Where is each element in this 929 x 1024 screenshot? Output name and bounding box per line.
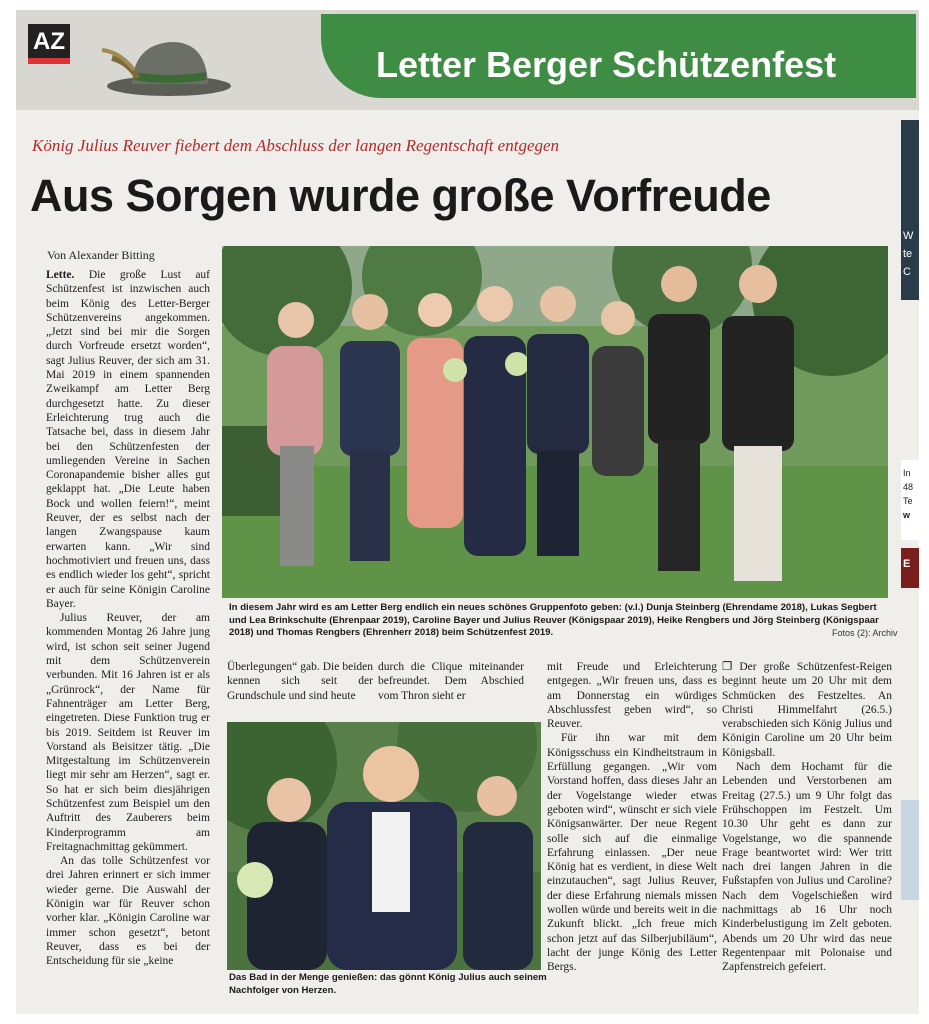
article-column-2 — [227, 660, 373, 703]
paragraph: mit Freude und Erleichterung entgegen. „Wir freuen uns, dass es am Donnerstag ein würdiges Abschlussfest geben wird“, so Reuver. — [547, 661, 717, 731]
photo-credit: Fotos (2): Archiv — [832, 628, 898, 638]
king-photo-caption: Das Bad in der Menge genießen: das gönnt König Julius auch seinem Nachfolger von Herzen. — [229, 972, 547, 996]
paragraph: Für ihn war mit dem Königsschuss ein Kindheitstraum in Erfüllung gegangen. „Wir vom Vorstand hoffen, dass dieses Jahr an der Vogelstange wieder etwas geboten wird“, wünscht er sich viele Königsanwärter. Der neue Regent solle sich auf die einmalige Erfahrung einlassen. „Der neue König hat es verdient, in diese Welt einzutauchen“, sagt Julius Reuver, der diese Erfahrung niemals missen wollen würde und bereits weit in die Zukunft blickt. „Ich freue mich schon jetzt auf das Silberjubiläum“, lacht der junge König des Letter Bergs. — [547, 732, 717, 974]
ad-fragment — [901, 460, 919, 540]
article-byline: Von Alexander Bitting — [47, 248, 155, 262]
ad-fragment-text: C — [903, 266, 911, 278]
paragraph: An das tolle Schützenfest vor drei Jahren erinnert er sich immer wieder gerne. Die Auswahl der Königin war für Reuver schon vorher klar. „Königin Caroline war immer schon gesetzt“, betont Reuver, dass es bei der Entscheidung für sie „keine — [46, 855, 210, 968]
article-column-1 — [46, 268, 210, 969]
ad-fragment-text: W — [903, 230, 914, 242]
paragraph: durch die Clique miteinander befreundet. Dem Abschied vom Thron sieht er — [378, 661, 524, 702]
paragraph: Überlegungen“ gab. Die beiden kennen sich seit der Grundschule und sind heute — [227, 661, 373, 702]
article-kicker: König Julius Reuver fiebert dem Abschluss der langen Regentschaft entgegen — [32, 136, 560, 155]
group-photo-caption: In diesem Jahr wird es am Letter Berg endlich ein neues schönes Gruppenfoto geben: (v.l.) Dunja Steinberg (Ehrendame 2018), Lukas Segbert und Lea Brinkschulte (Ehrenpaar 2019), Caroline Bayer und Julius Reuver (Königspaar 2019), Heike Rengbers und Jörg Steinberg (Königspaar 2018) und Thomas Rengbers (Ehrenherr 2018) beim Schützenfest 2019. — [229, 602, 879, 638]
paragraph: Nach dem Hochamt für die Lebenden und Verstorbenen am Freitag (27.5.) um 9 Uhr folgt das Frühschoppen im Festzelt. Um 10.30 Uhr geht es dann zur Vogelstange, wo die spannende Frage beantwortet wird: Wer tritt nach drei langen Jahren in die Fußstapfen von Julius und Caroline? Nach dem Vogelschießen wird nachmittags ab 16 Uhr noch Kinderbelustigung im Zelt geboten. Abends um 20 Uhr wird das neue Regentenpaar mit Polonaise und Zapfenstreich gefeiert. — [722, 761, 892, 974]
ad-fragment-text: E — [903, 558, 911, 570]
section-title: Letter Berger Schützenfest — [376, 44, 837, 85]
paragraph: Julius Reuver, der am kommenden Montag 26 Jahre jung wird, ist schon seit seiner Jugend mit dem Schützenverein verbunden. Mit 16 Jahren ist er als „Grünrock“, der Name für Fahnenträger am Letter Berg, eingetreten. Diese Funktion trug er bis 2019. Seitdem ist Reuver im Vorstand als Beisitzer tätig. „Die Mitgestaltung im Schützenverein liegt mir sehr am Herzen“, sagt er. So hat er sich beim diesjährigen Schützenfest zum Beispiel um den Auftritt des Zauberers beim Kinderprogramm am Freitagnachmittag gekümmert. — [46, 612, 210, 853]
hunting-hat-icon — [94, 22, 244, 102]
article-column-3 — [378, 660, 524, 703]
paragraph — [46, 268, 210, 611]
ad-fragment — [901, 800, 919, 900]
adjacent-ad-strip — [901, 110, 919, 1014]
king-photo-image — [227, 722, 541, 970]
group-photo-image — [222, 246, 888, 598]
ad-fragment-text: Te — [903, 496, 913, 506]
ad-fragment — [901, 548, 919, 588]
ad-fragment-text: te — [903, 248, 913, 260]
az-logo: AZ — [28, 24, 70, 64]
dateline: Lette. — [46, 269, 75, 281]
section-banner — [16, 10, 919, 110]
paragraph-text: Die große Lust auf Schützenfest ist inzwischen auch beim König des Letter-Berger Schützenvereins angekommen. „Jetzt sind bei mir die Sorgen durch Vorfreude ersetzt worden“, sagt Julius Reuver, der sich am 31. Mai 2019 in einem spannenden Zweikampf am Letter Berg durchgesetzt hatte. Zu dieser Erleichterung trug auch die Tatsache bei, dass in diesem Jahr bei den Schützenfesten der umliegenden Vereine in Sachen Coronapandemie bisher alles gut geklappt hat. „Die Leute haben Bock und wollen feiern!“, meint Reuver, der es selbst nach der langen Zwangspause kaum erwarten kann. „Wir sind hochmotiviert und freuen uns, dass es endlich wieder los geht“, spricht er auch für seine Königin Caroline Bayer. — [46, 269, 211, 610]
ad-fragment-text: w — [903, 510, 911, 520]
newspaper-page — [16, 10, 919, 1014]
group-photo — [222, 246, 888, 598]
article-column-5 — [722, 660, 892, 975]
ad-fragment — [901, 120, 919, 300]
king-photo — [227, 722, 541, 970]
article-column-4 — [547, 660, 717, 975]
paragraph: ❐ Der große Schützenfest-Reigen beginnt heute um 20 Uhr mit dem Schmücken des Festzeltes. An Christi Himmelfahrt (26.5.) verabschieden sich König Julius und Königin Caroline um 20 Uhr beim Königsball. — [722, 661, 892, 759]
article-headline: Aus Sorgen wurde große Vorfreude — [30, 170, 771, 221]
ad-fragment-text: In — [903, 468, 911, 478]
ad-fragment-text: 48 — [903, 482, 914, 492]
